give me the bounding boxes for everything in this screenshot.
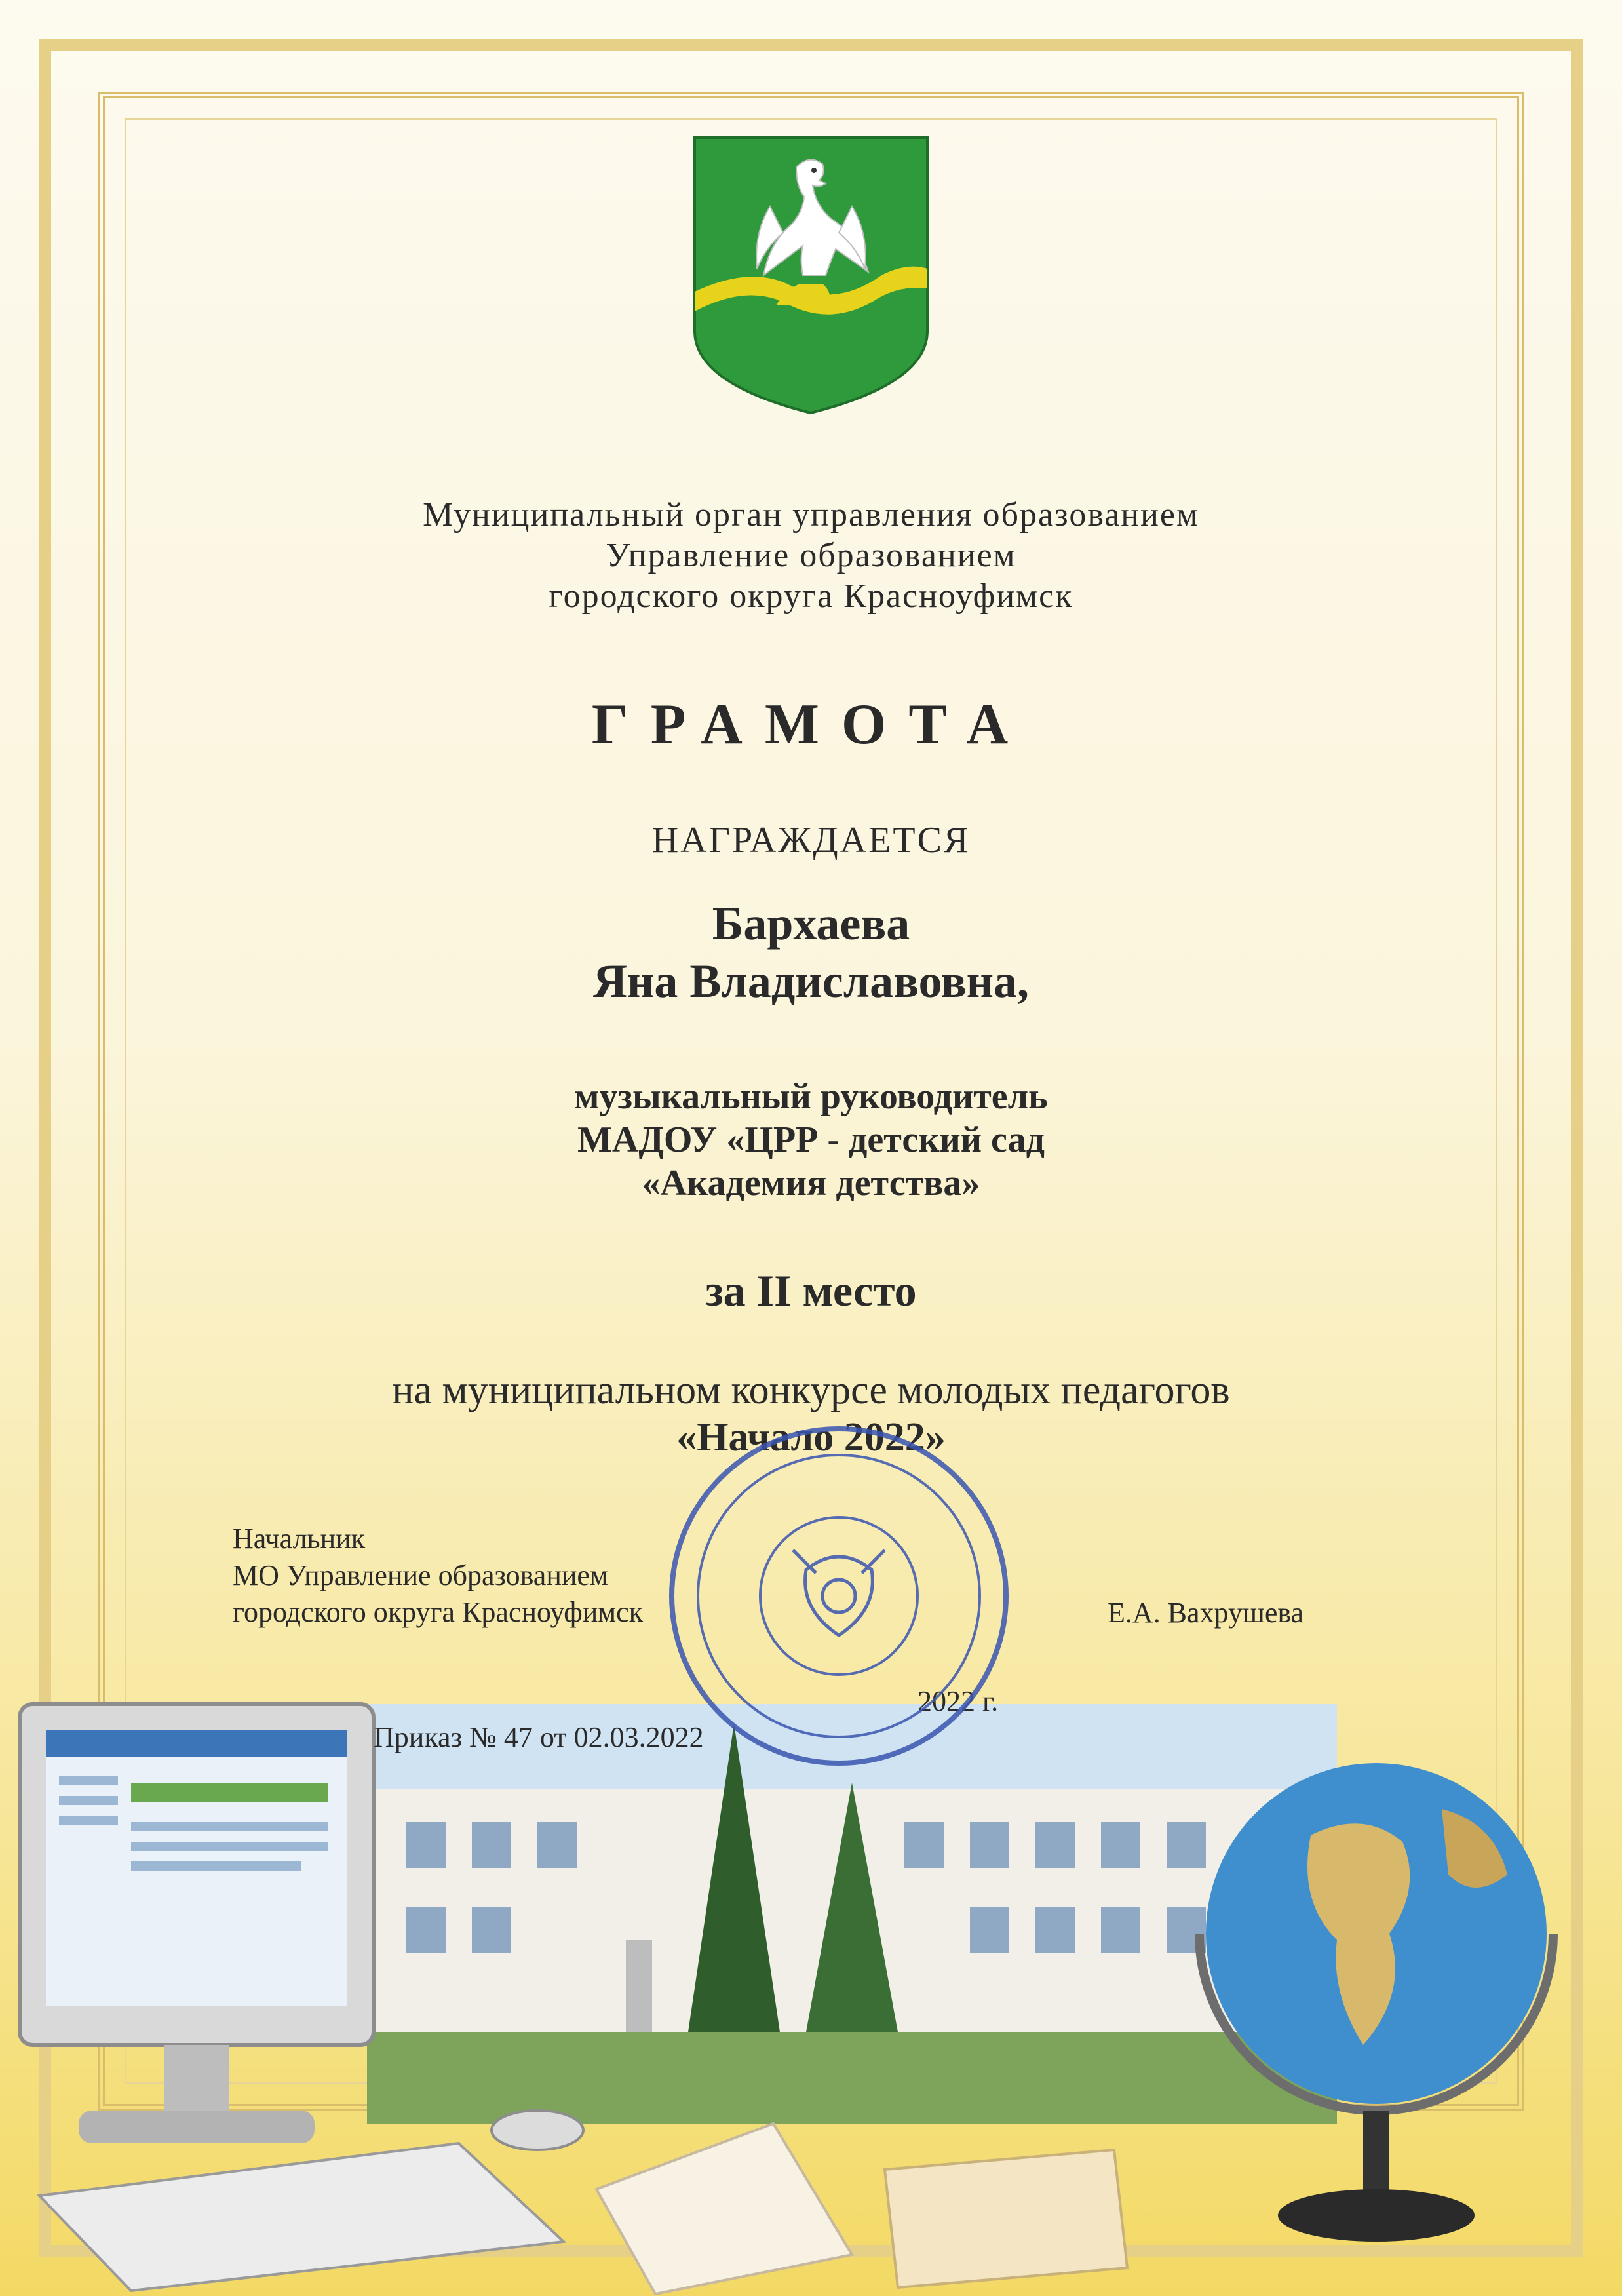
position-line-3: «Академия детства»	[642, 1163, 980, 1203]
recipient-name	[0, 895, 1622, 1010]
coat-of-arms-icon	[691, 134, 931, 416]
signature-block	[233, 1521, 643, 1631]
position-line-2: МАДОУ «ЦРР - детский сад	[577, 1119, 1045, 1160]
awarded-label: НАГРАЖДАЕТСЯ	[651, 820, 971, 861]
organization-line-1: Муниципальный орган управления образованием	[423, 496, 1199, 534]
signer-name: Е.А. Вахрушева	[1108, 1597, 1304, 1629]
recipient-given-name: Яна Владиславовна,	[592, 955, 1030, 1007]
document-title: ГРАМОТА	[591, 693, 1031, 756]
order-number: Приказ № 47 от 02.03.2022	[374, 1721, 704, 1753]
signature-line-1: Начальник	[233, 1523, 366, 1555]
recipient-surname: Бархаева	[712, 897, 910, 950]
organization-line-2: Управление образованием	[606, 537, 1016, 574]
contest-line-2: «Начало 2022»	[676, 1415, 946, 1460]
position-line-1: музыкальный руководитель	[574, 1076, 1048, 1117]
contest-line-1: на муниципальном конкурсе молодых педагогов	[392, 1368, 1230, 1412]
official-stamp-icon	[662, 1419, 1016, 1773]
signature-line-2: МО Управление образованием	[233, 1559, 608, 1591]
signature-line-3: городского округа Красноуфимск	[233, 1596, 644, 1628]
organization-name	[0, 495, 1622, 617]
recipient-position	[0, 1075, 1622, 1205]
organization-line-3: городского округа Красноуфимск	[549, 577, 1073, 615]
award-place: за II место	[705, 1266, 917, 1315]
signature-year: 2022 г.	[917, 1685, 999, 1717]
